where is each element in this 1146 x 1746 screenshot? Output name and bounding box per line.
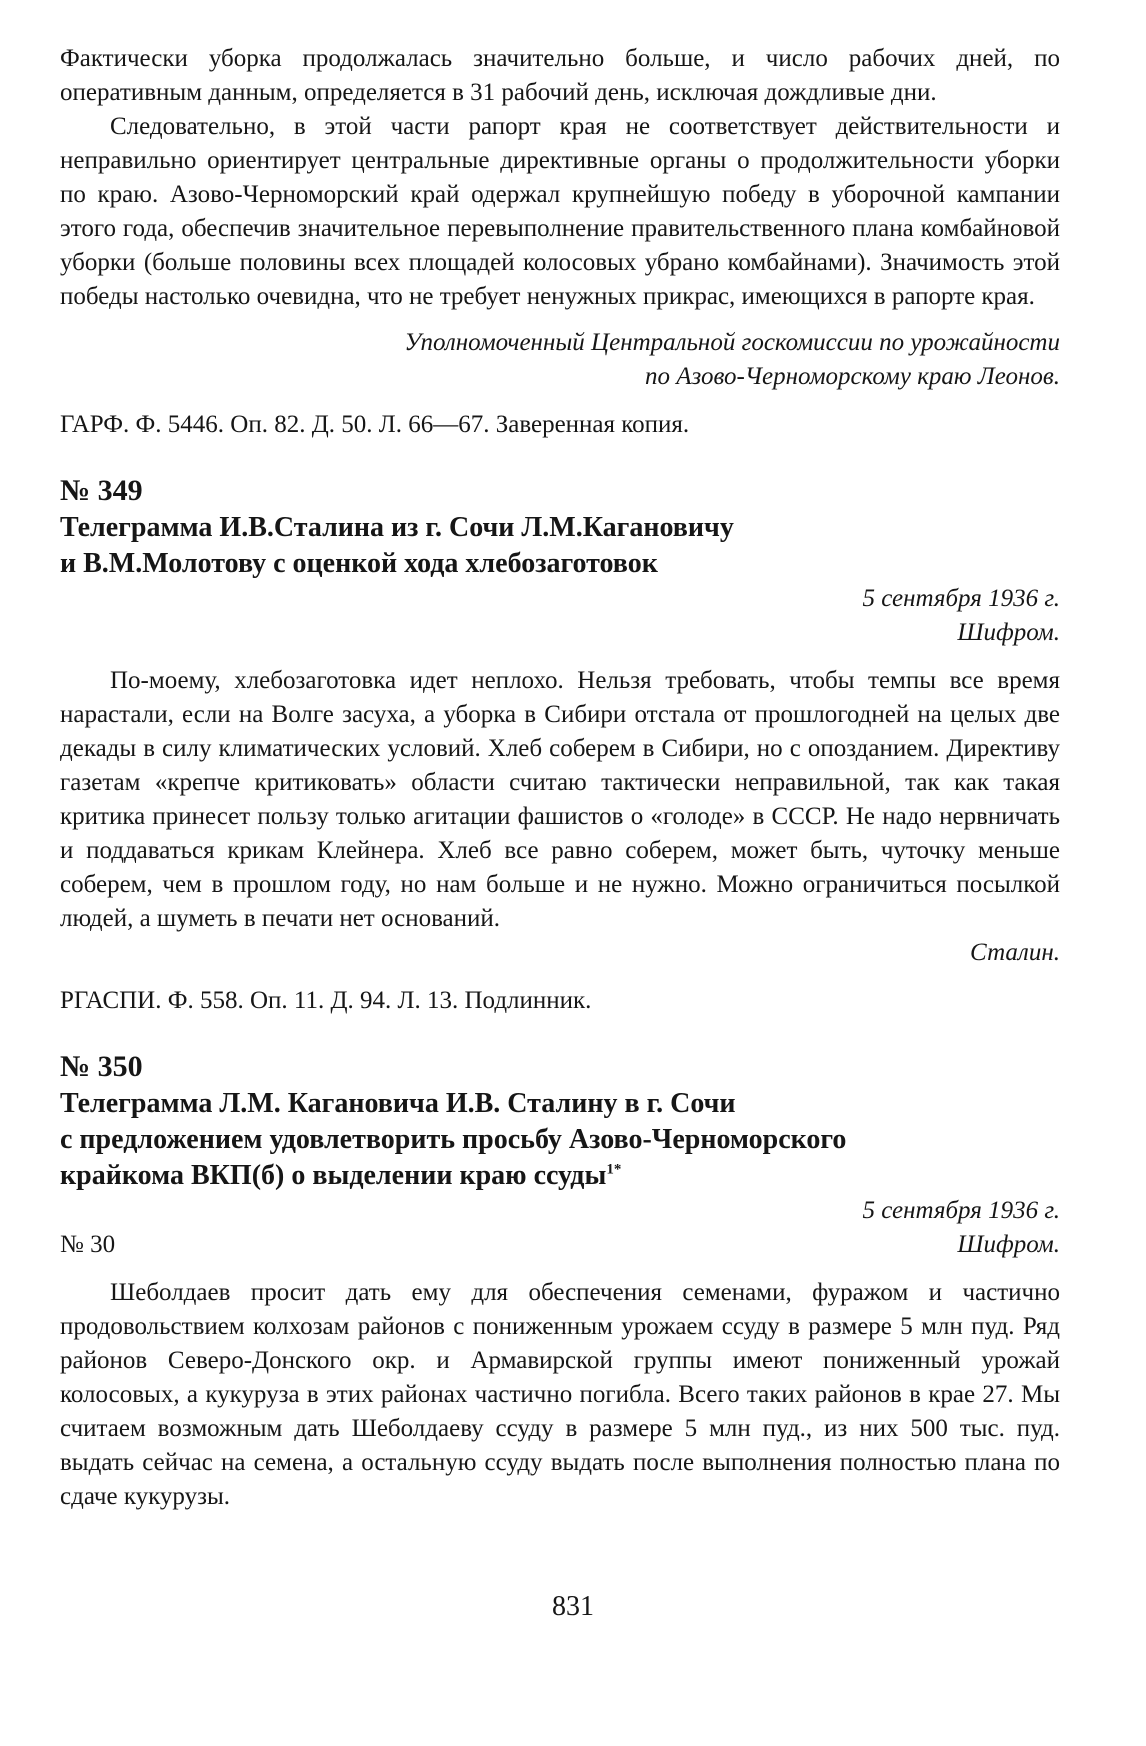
doc-350-title-line-3 (60, 1158, 1060, 1194)
archive-reference-rgaspi: РГАСПИ. Ф. 558. Оп. 11. Д. 94. Л. 13. Подлинник. (60, 987, 592, 1014)
intro-paragraph-2: Следовательно, в этой части рапорт края не соответствует действительности и неправильно ориентирует центральные директивные органы о продолжительности уборки по краю. Азово-Черноморский край одержал крупнейшую победу в уборочной кампании этого года, обеспечив значительное перевыполнение правительственного плана комбайновой уборки (больше половины всех площадей колосовых убрано комбайнами). Значимость этой победы настолько очевидна, что не требует ненужных прикрас, имеющихся в рапорте края. (60, 113, 1060, 310)
page-number: 831 (552, 1591, 594, 1622)
doc-349-signature: Сталин. (970, 939, 1060, 966)
signature-line-2: по Азово-Черноморскому краю Леонов. (645, 363, 1060, 390)
doc-349-date: 5 сентября 1936 г. (862, 585, 1060, 612)
doc-350-title-line-1: Телеграмма Л.М. Кагановича И.В. Сталину в г. Сочи (60, 1088, 736, 1119)
commissioner-signature (60, 326, 1060, 394)
doc-350-number: № 350 (60, 1050, 143, 1083)
doc-350-body: Шеболдаев просит дать ему для обеспечения семенами, фуражом и частично продовольствием колхозам районов с пониженным урожаем ссуду в размере 5 млн пуд. Ряд районов Северо-Донского окр. и Армавирской группы имеют пониженный урожай колосовых, а кукуруза в этих районах частично погибла. Всего таких районов в крае 27. Мы считаем возможным дать Шеболдаеву ссуду в размере 5 млн пуд., из них 500 тыс. пуд. выдать сейчас на семена, а остальную ссуду выдать после выполнения полностью плана по сдаче кукурузы. (60, 1279, 1060, 1510)
archive-reference-garf: ГАРФ. Ф. 5446. Оп. 82. Д. 50. Л. 66—67. Заверенная копия. (60, 411, 690, 438)
doc-349-title-line-2: и В.М.Молотову с оценкой хода хлебозаготовок (60, 548, 658, 579)
signature-line-1: Уполномоченный Центральной госкомиссии по урожайности (404, 329, 1060, 356)
document-page (60, 42, 1060, 1514)
intro-paragraph-1: Фактически уборка продолжалась значительно больше, и число рабочих дней, по оперативным данным, определяется в 31 рабочий день, исключая дождливые дни. (60, 45, 1060, 106)
doc-349-cipher-mode: Шифром. (957, 619, 1060, 646)
document-350 (60, 1048, 1060, 1514)
doc-349-body: По-моему, хлебозаготовка идет неплохо. Нельзя требовать, чтобы темпы все время нарастали, если на Волге засуха, а уборка в Сибири отстала от прошлогодней на целых две декады в силу климатических условий. Хлеб соберем в Сибири, но с опозданием. Директиву газетам «крепче критиковать» области считаю тактически неправильной, так как такая критика принесет пользу только агитации фашистов о «голоде» в СССР. Не надо нервничать и поддаваться крикам Клейнера. Хлеб все равно соберем, может быть, чуточку меньше соберем, чем в прошлом году, но нам больше и не нужно. Можно ограничиться посылкой людей, а шуметь в печати нет оснований. (60, 667, 1060, 932)
footnote-marker: 1* (606, 1161, 622, 1178)
doc-350-ref-row (60, 1228, 1060, 1262)
doc-350-ref-number: № 30 (60, 1231, 116, 1258)
doc-350-date: 5 сентября 1936 г. (862, 1197, 1060, 1224)
doc-349-number: № 349 (60, 474, 143, 507)
doc-350-title-line-3-text: крайкома ВКП(б) о выделении краю ссуды (60, 1160, 607, 1191)
doc-350-title-line-2: с предложением удовлетворить просьбу Азово-Черноморского (60, 1124, 847, 1155)
doc-349-title-line-1: Телеграмма И.В.Сталина из г. Сочи Л.М.Кагановичу (60, 512, 734, 543)
doc-350-cipher-mode: Шифром. (957, 1231, 1060, 1258)
document-349 (60, 472, 1060, 1018)
